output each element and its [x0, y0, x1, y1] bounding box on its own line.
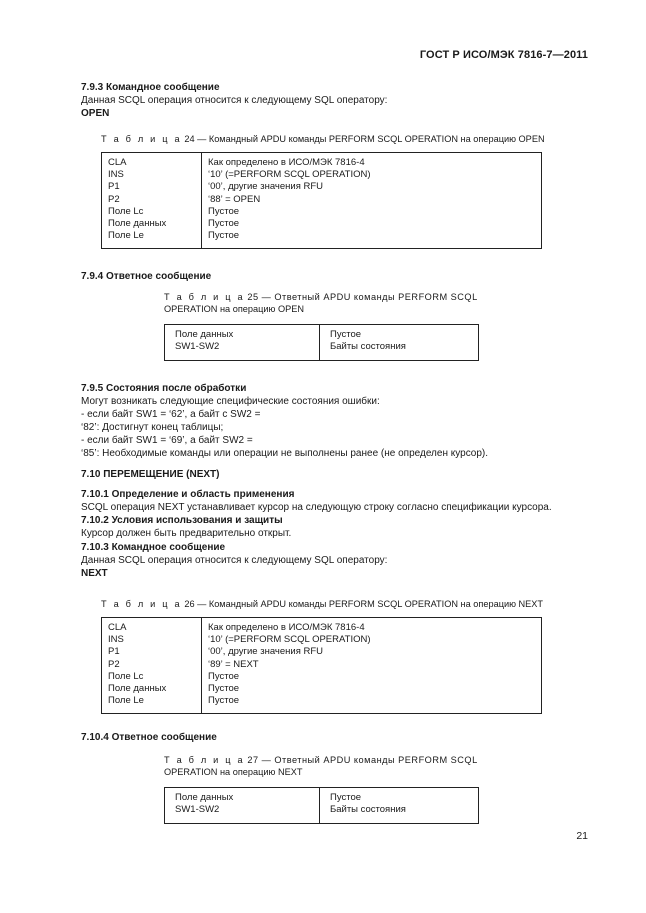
table-caption-text: OPERATION на операцию OPEN	[164, 304, 305, 314]
table-26-caption	[101, 598, 543, 610]
table-cell: Поле данных	[108, 683, 167, 695]
table-cell: Пустое	[208, 683, 240, 695]
table-caption-label: Т а б л и ц а	[164, 292, 245, 302]
table-cell: ‘10’ (=PERFORM SCQL OPERATION)	[208, 634, 371, 646]
table-cell: ‘88’ = OPEN	[208, 193, 261, 205]
table-cell: Пустое	[208, 695, 240, 707]
table-divider	[319, 325, 320, 360]
table-caption-text: 27 — Ответный APDU команды PERFORM SCQL	[247, 755, 478, 765]
table-cell: Поле Le	[108, 695, 144, 707]
table-cell: Поле Le	[108, 230, 144, 242]
table-27-col-2	[330, 792, 406, 816]
section-7-9-5-line: Могут возникать следующие специфические состояния ошибки:	[81, 396, 380, 407]
table-cell: Как определено в ИСО/МЭК 7816-4	[208, 622, 365, 633]
section-7-10-3-operator: NEXT	[81, 568, 108, 579]
section-7-9-5-line: ‘82’: Достигнут конец таблицы;	[81, 422, 224, 433]
table-25	[164, 324, 479, 361]
table-25-caption	[164, 291, 478, 315]
section-7-10-1-heading: 7.10.1 Определение и область применения	[81, 489, 295, 500]
table-25-col-1	[175, 329, 233, 353]
table-cell: Поле данных	[175, 329, 234, 340]
section-7-10-2-text: Курсор должен быть предварительно открыт.	[81, 528, 292, 539]
table-cell: Пустое	[330, 792, 362, 803]
table-caption-text: 25 — Ответный APDU команды PERFORM SCQL	[247, 292, 478, 302]
document-header: ГОСТ Р ИСО/МЭК 7816-7—2011	[419, 49, 588, 61]
table-cell: ‘00’, другие значения RFU	[208, 181, 324, 193]
table-divider	[201, 153, 202, 248]
table-cell: Пустое	[208, 230, 240, 242]
table-cell: Поле Lc	[108, 670, 144, 682]
table-caption-label: Т а б л и ц а	[101, 134, 182, 144]
table-27	[164, 787, 479, 824]
table-cell: Поле Lc	[108, 205, 144, 217]
section-7-9-5-line: - если байт SW1 = ‘62’, а байт с SW2 =	[81, 409, 261, 420]
table-cell: Пустое	[330, 329, 362, 340]
section-7-9-4-heading: 7.9.4 Ответное сообщение	[81, 271, 212, 282]
table-cell: INS	[108, 169, 124, 181]
table-cell: Байты состояния	[330, 341, 406, 353]
table-cell: ‘00’, другие значения RFU	[208, 646, 324, 658]
section-7-9-3-heading: 7.9.3 Командное сообщение	[81, 82, 220, 93]
table-cell: P2	[108, 658, 120, 670]
table-divider	[319, 788, 320, 823]
table-caption-label: Т а б л и ц а	[164, 755, 245, 765]
table-cell: Байты состояния	[330, 804, 406, 816]
table-cell: SW1-SW2	[175, 804, 220, 816]
table-cell: SW1-SW2	[175, 341, 220, 353]
table-cell: P1	[108, 181, 120, 193]
section-7-9-5-heading: 7.9.5 Состояния после обработки	[81, 383, 247, 394]
table-cell: CLA	[108, 157, 127, 168]
table-caption-text: 26 — Командный APDU команды PERFORM SCQL OPERATION на операцию NEXT	[184, 599, 544, 609]
table-26-col-2	[208, 622, 371, 707]
section-7-10-3-heading: 7.10.3 Командное сообщение	[81, 542, 226, 553]
table-cell: P1	[108, 646, 120, 658]
table-24-col-2	[208, 157, 371, 242]
table-26	[101, 617, 542, 714]
table-25-col-2	[330, 329, 406, 353]
table-cell: P2	[108, 193, 120, 205]
page-number: 21	[576, 830, 588, 842]
table-cell: ‘10’ (=PERFORM SCQL OPERATION)	[208, 169, 371, 181]
table-24	[101, 152, 542, 249]
section-7-10-2-heading: 7.10.2 Условия использования и защиты	[81, 515, 283, 526]
table-cell: Пустое	[208, 670, 240, 682]
section-7-10-3-text: Данная SCQL операция относится к следующему SQL оператору:	[81, 555, 388, 566]
section-7-9-5-line: - если байт SW1 = ‘69’, а байт SW2 =	[81, 435, 253, 446]
table-cell: Пустое	[208, 205, 240, 217]
table-cell: CLA	[108, 622, 127, 633]
table-cell: Пустое	[208, 218, 240, 230]
section-7-10-4-heading: 7.10.4 Ответное сообщение	[81, 732, 217, 743]
table-26-col-1	[108, 622, 166, 707]
table-24-col-1	[108, 157, 166, 242]
table-24-caption	[101, 133, 545, 145]
section-7-9-5-line: ‘85’: Необходимые команды или операции не выполнены ранее (не определен курсор).	[81, 448, 489, 459]
table-cell: Поле данных	[175, 792, 234, 803]
section-7-9-3-text: Данная SCQL операция относится к следующему SQL оператору:	[81, 95, 388, 106]
table-cell: Поле данных	[108, 218, 167, 230]
table-27-caption	[164, 754, 478, 778]
table-caption-text: OPERATION на операцию NEXT	[164, 767, 303, 777]
table-27-col-1	[175, 792, 233, 816]
table-cell: ‘89’ = NEXT	[208, 658, 259, 670]
table-cell: INS	[108, 634, 124, 646]
table-caption-label: Т а б л и ц а	[101, 599, 182, 609]
table-divider	[201, 618, 202, 713]
section-7-10-1-text: SCQL операция NEXT устанавливает курсор на следующую строку согласно спецификации курсора.	[81, 502, 552, 513]
table-cell: Как определено в ИСО/МЭК 7816-4	[208, 157, 365, 168]
section-7-10-heading: 7.10 ПЕРЕМЕЩЕНИЕ (NEXT)	[81, 469, 220, 480]
section-7-9-3-operator: OPEN	[81, 108, 110, 119]
table-caption-text: 24 — Командный APDU команды PERFORM SCQL OPERATION на операцию OPEN	[184, 134, 545, 144]
